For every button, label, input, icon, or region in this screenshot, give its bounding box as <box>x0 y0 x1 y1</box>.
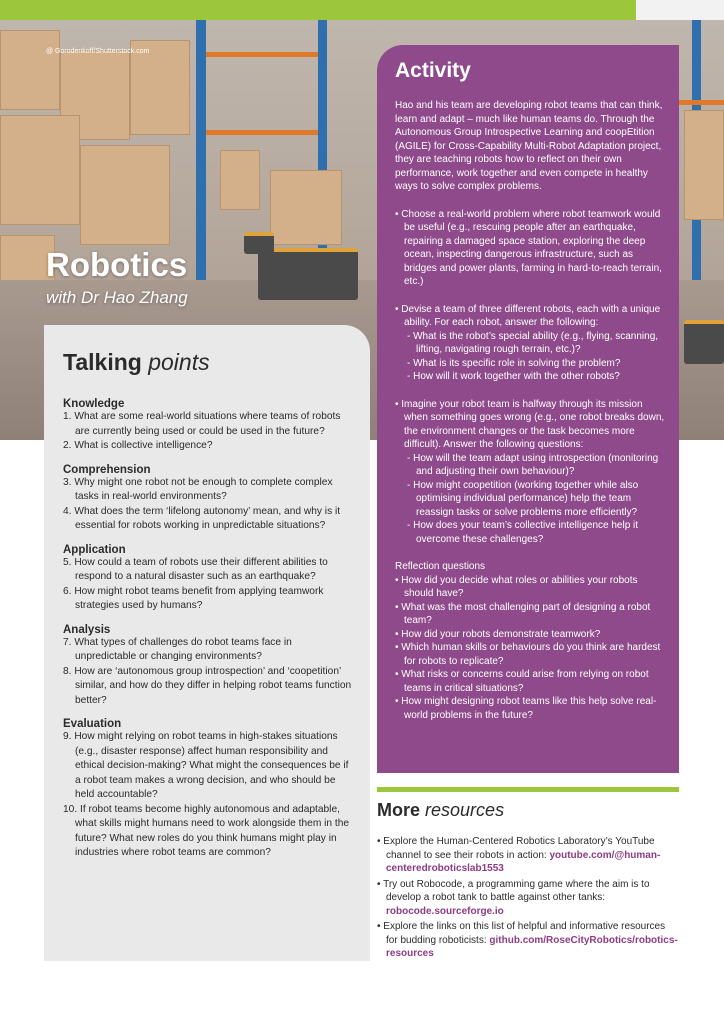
question: 2. What is collective intelligence? <box>63 440 213 451</box>
resource-item <box>377 835 679 876</box>
section-comprehension <box>63 464 352 534</box>
task-bullet: • Imagine your robot team is halfway through its mission when something goes wrong (e.g., one robot breaks down, the environment changes or the task becomes more difficult). Answer the following questions: <box>395 398 665 450</box>
section-knowledge <box>63 398 352 454</box>
more-resources <box>377 800 679 963</box>
warehouse-robot <box>244 232 274 254</box>
warehouse-robot <box>684 320 724 364</box>
section-title: Comprehension <box>63 463 151 476</box>
question: 8. How are ‘autonomous group introspection’ and ‘coopetition’ similar, and how do they differ in helping robot teams function better? <box>63 665 352 706</box>
task-sub-item: - What is the robot’s special ability (e.g., flying, scanning, lifting, navigating rough terrain, etc.)? <box>407 330 659 355</box>
task-sub-item: - How might coopetition (working together while also optimising individual performance) help the team reassign tasks or solve problems more efficiently? <box>407 479 639 518</box>
activity-task-3 <box>395 398 665 547</box>
warehouse-robot <box>258 248 358 300</box>
question: 9. How might relying on robot teams in high-stakes situations (e.g., disaster response) affect human responsibility and ethical decision-making? What might the consequences be if a robot team makes a wrong decision, and who should be held accountable? <box>63 731 349 800</box>
question: 4. What does the term ‘lifelong autonomy’ mean, and why is it essential for robots working in unpredictable situations? <box>63 505 341 531</box>
resource-link-github[interactable]: github.com/RoseCityRobotics/robotics-resources <box>386 934 678 959</box>
talking-points-panel <box>44 325 370 961</box>
reflection-item: • How might designing robot teams like this help solve real-world problems in the future? <box>395 696 657 721</box>
resource-text: • Explore the links on this list of helpful and informative resources for budding roboticists: <box>377 921 666 946</box>
cardboard-box <box>80 145 170 245</box>
more-resources-rule <box>377 787 679 792</box>
reflection-title: Reflection questions <box>395 561 486 572</box>
photo-credit: @ Gorodenkoff/Shutterstock.com <box>46 48 150 55</box>
section-evaluation <box>63 718 352 861</box>
resource-text: • Try out Robocode, a programming game where the aim is to develop a robot tank to battle against other tanks: <box>377 878 650 903</box>
reflection-item: • How did your robots demonstrate teamwork? <box>395 628 601 640</box>
question: 1. What are some real-world situations where teams of robots are currently being used or could be used in the future? <box>63 411 341 437</box>
section-title: Evaluation <box>63 718 122 730</box>
reflection-item: • What risks or concerns could arise from relying on robot teams in critical situations? <box>395 669 649 694</box>
cardboard-box <box>220 150 260 210</box>
task-bullet: • Devise a team of three different robots, each with a unique ability. For each robot, answer the following: <box>395 303 661 328</box>
resource-link-youtube[interactable]: youtube.com/@human-centeredroboticslab1553 <box>386 849 661 874</box>
activity-task-1 <box>395 208 665 289</box>
reflection-item: • What was the most challenging part of designing a robot team? <box>395 601 651 626</box>
resource-item <box>377 878 679 919</box>
activity-heading: Activity <box>395 59 471 82</box>
resource-link-robocode[interactable]: robocode.sourceforge.io <box>386 905 504 917</box>
shelf-beam <box>206 52 318 57</box>
top-green-stripe <box>0 0 636 20</box>
question: 7. What types of challenges do robot teams face in unpredictable or changing environments? <box>63 636 292 662</box>
resource-text: • Explore the Human-Centered Robotics Laboratory’s YouTube channel to see their robots in action: <box>377 836 655 861</box>
task-sub-item: - What is its specific role in solving the problem? <box>407 357 621 369</box>
cardboard-box <box>0 30 60 110</box>
reflection-questions <box>395 560 665 722</box>
cardboard-box <box>270 170 342 245</box>
resource-item <box>377 920 679 961</box>
section-title: Application <box>63 543 126 556</box>
heading-italic: resources <box>425 800 505 820</box>
question: 6. How might robot teams benefit from applying teamwork strategies used by humans? <box>63 585 324 611</box>
cardboard-box <box>0 115 80 225</box>
question: 5. How could a team of robots use their different abilities to respond to a natural disaster such as an earthquake? <box>63 556 328 582</box>
activity-panel <box>377 45 679 773</box>
task-sub-item: - How will the team adapt using introspection (monitoring and adjusting their own behaviour)? <box>407 452 659 477</box>
reflection-item: • Which human skills or behaviours do you think are hardest for robots to replicate? <box>395 642 661 667</box>
section-analysis <box>63 624 352 709</box>
activity-intro: Hao and his team are developing robot teams that can think, learn and adapt – much like human teams do. Through the Autonomous Group Introspective Learning and coopEtition (AGILE) for Cross-Capability Multi-Robot Adaptation project, they are teaching robots how to reflect on their own performance, work together and even compete in healthy ways to solve complex problems. <box>395 100 663 192</box>
question: 10. If robot teams become highly autonomous and adaptable, what skills might humans need to work alongside them in the future? What new roles do you think humans might play in industries where robot teams are common? <box>63 803 350 858</box>
article-title: Robotics <box>46 246 188 283</box>
question: 3. Why might one robot not be enough to complete complex tasks in real-world environments? <box>63 476 333 502</box>
heading-bold: More <box>377 800 421 820</box>
heading-italic: points <box>148 349 210 375</box>
shelf-pillar <box>196 20 206 280</box>
cardboard-box <box>684 110 724 220</box>
heading-bold: Talking <box>63 349 142 375</box>
more-resources-heading <box>377 800 679 821</box>
section-title: Knowledge <box>63 398 125 410</box>
shelf-beam <box>206 130 318 135</box>
task-bullet: • Choose a real-world problem where robot teamwork would be useful (e.g., rescuing people after an earthquake, repairing a damaged space station, exploring the deep ocean, inspecting dangerous infrastructure, such as bridges and power plants, farming in hard-to-reach terrain, etc.) <box>395 208 662 287</box>
task-sub-item: - How will it work together with the other robots? <box>407 371 620 382</box>
section-application <box>63 544 352 614</box>
reflection-item: • How did you decide what roles or abilities your robots should have? <box>395 574 638 599</box>
task-sub-item: - How does your team’s collective intelligence help it overcome these challenges? <box>407 520 639 545</box>
section-title: Analysis <box>63 623 111 636</box>
talking-points-heading <box>63 349 352 376</box>
article-subtitle: with Dr Hao Zhang <box>46 288 188 307</box>
top-accent-bar <box>0 0 724 20</box>
activity-task-2 <box>395 303 665 384</box>
